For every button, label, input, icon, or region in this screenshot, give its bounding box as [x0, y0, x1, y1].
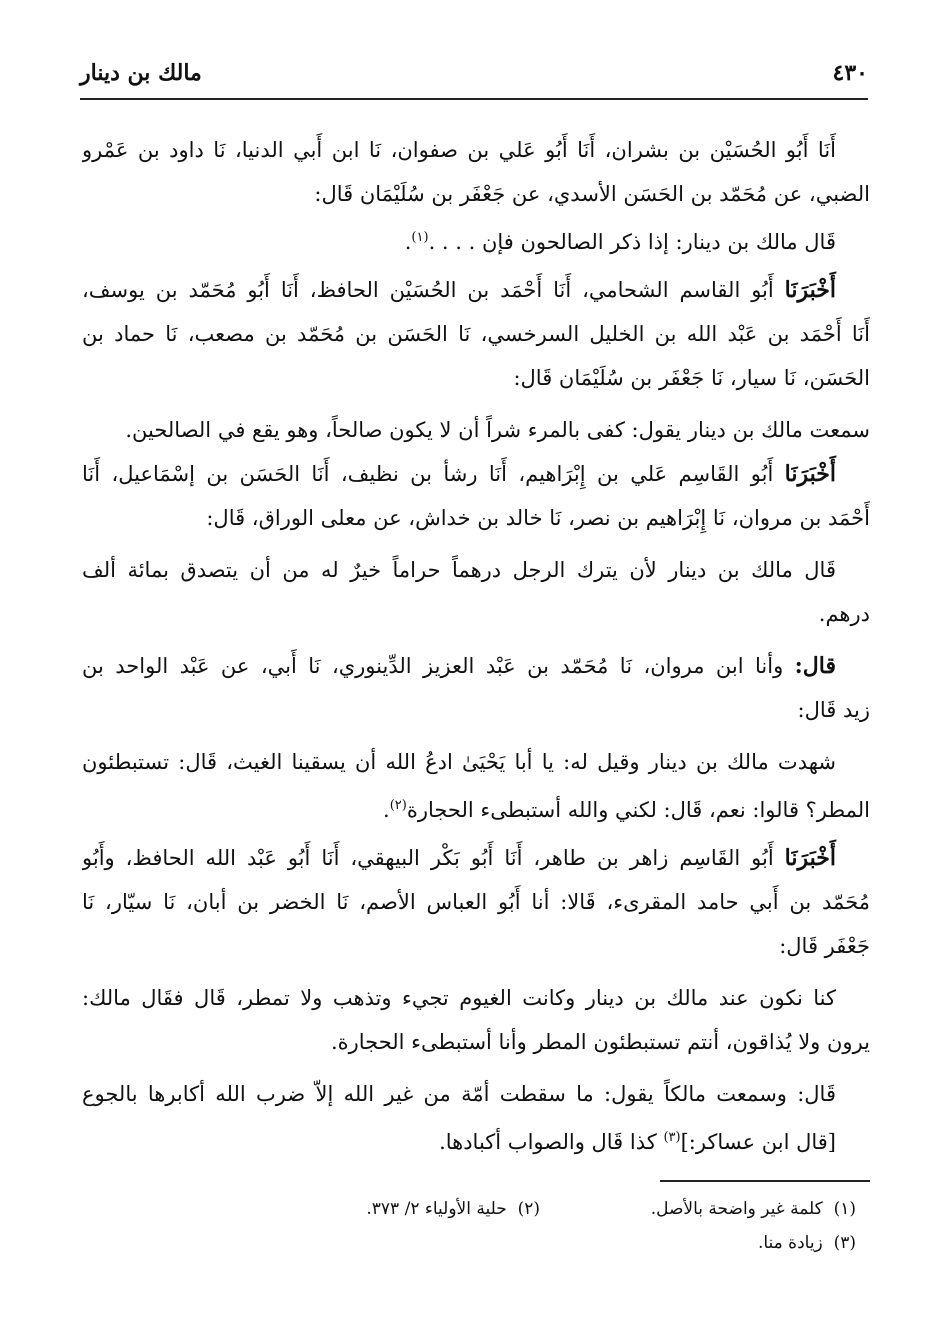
- editor-insertion: [قال ابن عساكر:]: [680, 1130, 836, 1154]
- text-line: شهدت مالك بن دينار وقيل له: يا أبا يَحْيَىٰ ادعُ الله أن يسقينا الغيث، قَال: تستبطئون: [82, 750, 836, 774]
- text-line: يرون ولا يُذاقون، أنتم تستبطئون المطر وأنا أستبطىء الحجارة.: [330, 1030, 870, 1054]
- text-line: [82, 216, 870, 260]
- footnote-3: [758, 1226, 856, 1260]
- text-line: أَنَا أَحْمَد بن عَبْد الله بن الخليل السرخسي، نَا الحَسَن بن مُحَمّد بن مصعب، نَا حماد بن: [82, 322, 870, 346]
- main-text: [82, 128, 870, 1160]
- footnote-ref: (١): [411, 230, 429, 245]
- qala-keyword: قال:: [794, 653, 836, 679]
- footnote-ref: (٢): [389, 798, 407, 813]
- text-line: [82, 784, 870, 828]
- text-line: قَال مالك بن دينار لأن يترك الرجل درهماً حراماً خيرٌ له من أن يتصدق بمائة ألف: [82, 558, 836, 582]
- footnote-text: كلمة غير واضحة بالأصل.: [650, 1199, 823, 1219]
- text-line: الحَسَن، نَا سيار، نَا جَعْفَر بن سُلَيْمَان قَال:: [513, 366, 870, 390]
- text-line: أَحْمَد بن مروان، نَا إِبْرَاهيم بن نصر، نَا خالد بن خداش، عن معلى الوراق، قَال:: [206, 506, 870, 530]
- text-line: جَعْفَر قَال:: [779, 934, 870, 958]
- footnote-marker: (٣): [833, 1233, 856, 1253]
- running-title: مالك بن دينار: [80, 60, 202, 86]
- akhbarana-keyword: أَخْبَرَنَا: [784, 277, 836, 303]
- footnote-divider: [660, 1180, 870, 1182]
- footnote-2: [366, 1192, 540, 1226]
- text-line: قَال: وسمعت مالكاً يقول: ما سقطت أمّة من غير الله إلاّ ضرب الله أكابرها بالجوع: [82, 1082, 836, 1106]
- page-number: ٤٣٠: [832, 60, 868, 86]
- text-line: [82, 836, 870, 880]
- line-text: وأنا ابن مروان، نَا مُحَمّد بن عَبْد العزيز الدِّينوري، نَا أَبي، عن عَبْد الواحد بن: [82, 654, 784, 678]
- line-text: أَبُو القَاسِم عَلي بن إِبْرَاهيم، أَنَا رشأ بن نظيف، أَنَا الحَسَن بن إسْمَاعيل، أَنَا: [82, 462, 774, 486]
- footnote-row: [82, 1192, 870, 1226]
- text-line: مُحَمّد بن أَبي حامد المقرىء، قَالا: أنا أَبُو العباس الأصم، نَا الخضر بن أبان، نَا سيّار، نَا: [82, 890, 870, 914]
- footnote-marker: (٢): [517, 1199, 540, 1219]
- akhbarana-keyword: أَخْبَرَنَا: [784, 461, 836, 487]
- footnote-text: زيادة منا.: [757, 1233, 823, 1253]
- line-text: أَبُو القَاسِم زاهر بن طاهر، أَنَا أَبُو بَكْر البيهقي، أَنَا أَبُو عَبْد الله الحافظ، وأَبُو: [82, 846, 774, 870]
- text-line: [82, 644, 870, 688]
- line-text: كذا قَال والصواب أكبادها.: [439, 1130, 657, 1154]
- text-line: أَنَا أَبُو الحُسَيْن بن بشران، أَنَا أَبُو عَلي بن صفوان، نَا ابن أَبي الدنيا، نَا داود بن عَمْرو: [82, 138, 836, 162]
- text-line: درهم.: [818, 602, 870, 626]
- text-line: [82, 452, 870, 496]
- text-line: زيد قَال:: [797, 698, 870, 722]
- page-header: [80, 58, 868, 100]
- line-text: المطر؟ قالوا: نعم، قَال: لكني والله أستبطىء الحجارة: [406, 798, 870, 822]
- text-line: سمعت مالك بن دينار يقول: كفى بالمرء شراً أن لا يكون صالحاً، وهو يقع في الصالحين.: [125, 418, 870, 442]
- text-line: [82, 1116, 870, 1160]
- line-text: أَبُو القاسم الشحامي، أَنَا أَحْمَد بن الحُسَيْن الحافظ، أَنَا أَبُو مُحَمّد بن يوسف،: [82, 278, 774, 302]
- footnotes: [82, 1192, 870, 1260]
- footnote-ref: (٣): [663, 1130, 681, 1145]
- footnote-row: [82, 1226, 870, 1260]
- text-line: كنا نكون عند مالك بن دينار وكانت الغيوم تجيء وتذهب ولا تمطر، قَال فقَال مالك:: [82, 986, 836, 1010]
- akhbarana-keyword: أَخْبَرَنَا: [784, 845, 836, 871]
- footnote-marker: (١): [833, 1199, 856, 1219]
- text-line: الضبي، عن مُحَمّد بن الحَسَن الأسدي، عن جَعْفَر بن سُلَيْمَان قَال:: [314, 182, 870, 206]
- line-end: .: [404, 230, 412, 254]
- text-line: [82, 268, 870, 312]
- line-text: قَال مالك بن دينار: إذا ذكر الصالحون فإن . . . .: [428, 230, 836, 254]
- footnote-1: [651, 1192, 856, 1226]
- line-end: .: [383, 798, 390, 822]
- footnote-text: حلية الأولياء ٢/ ٣٧٣.: [366, 1199, 507, 1219]
